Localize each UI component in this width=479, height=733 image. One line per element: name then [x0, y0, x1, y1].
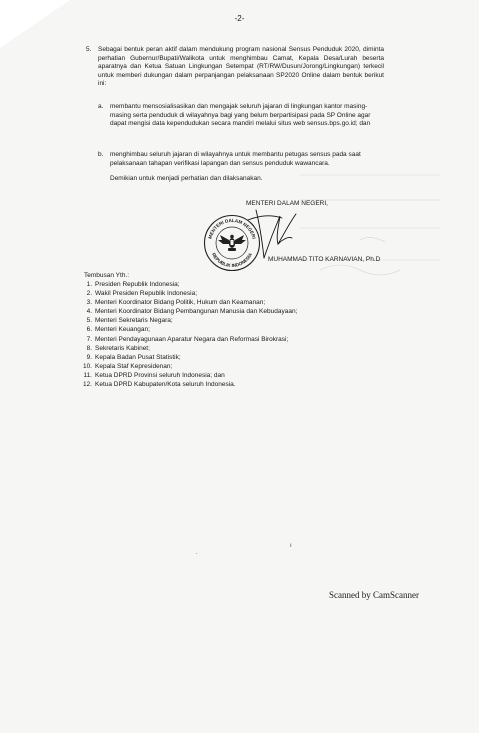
cc-list-item	[78, 280, 297, 289]
cc-list-item	[78, 298, 297, 307]
item-5a-text: membantu mensosialisasikan dan mengajak seluruh jajaran di lingkungan kantor masing-masing serta penduduk di wilayahnya bagi yang belum berpartisipasi pada SP Online agar dapat mengisi data kependudukan secara mandiri melalui situs web sensus.bps.go.id; dan	[110, 103, 371, 128]
signatory-title: MENTERI DALAM NEGERI,	[246, 200, 328, 207]
item-5b-label: b.	[98, 151, 104, 158]
cc-list-item	[78, 353, 297, 362]
item-5-text: Sebagai bentuk peran aktif dalam mendukung program nasional Sensus Penduduk 2020, diminta perhatian Gubernur/Bupati/Walikota untuk menghimbau Camat, Kepala Desa/Lurah beserta aparatnya dan Ketua Satuan Lingkungan Setempat (RT/RW/Dusun/Jorong/Lingkungan) terkecil untuk memberi dukungan dalam perpanjangan pelaksanaan SP2020 Online dalam bentuk berikut ini:	[98, 46, 384, 88]
cc-item-text: Wakil Presiden Republik Indonesia;	[95, 290, 198, 298]
cc-item-number: 12.	[82, 381, 92, 389]
cc-item-text: Kepala Staf Kepresidenan;	[95, 362, 173, 370]
scanner-watermark: Scanned by CamScanner	[329, 590, 419, 600]
cc-list-item	[78, 380, 297, 389]
cc-item-text: Ketua DPRD Kabupaten/Kota seluruh Indonesia.	[95, 381, 236, 389]
cc-list-item	[78, 344, 297, 353]
cc-item-number: 4.	[86, 308, 92, 316]
closing-sentence: Demikian untuk menjadi perhatian dan dilaksanakan.	[110, 175, 263, 182]
cc-list-item	[78, 307, 297, 316]
cc-item-text: Menteri Koordinator Bidang Pembangunan Manusia dan Kebudayaan;	[95, 308, 298, 316]
cc-item-text: Kepala Badan Pusat Statistik;	[95, 353, 181, 361]
cc-list-item	[78, 325, 297, 334]
cc-item-number: 8.	[86, 344, 92, 352]
item-5b-text: menghimbau seluruh jajaran di wilayahnya untuk membantu petugas sensus pada saat pelaksanaan tahapan verifikasi lapangan dan sensus penduduk wawancara.	[110, 151, 361, 167]
cc-item-text: Menteri Sekretaris Negara;	[95, 317, 173, 325]
cc-item-text: Menteri Keuangan;	[95, 326, 150, 334]
cc-item-number: 7.	[86, 335, 92, 343]
cc-item-number: 11.	[83, 371, 92, 379]
cc-item-number: 3.	[86, 299, 92, 307]
cc-item-text: Menteri Pendayagunaan Aparatur Negara dan Reformasi Birokrasi;	[95, 335, 289, 343]
folded-corner	[0, 0, 70, 48]
cc-list	[78, 280, 297, 389]
pen-mark: ı	[290, 543, 292, 549]
item-5-number: 5.	[86, 46, 92, 53]
seal-text-top: MENTERI DALAM NEGERI	[207, 217, 257, 240]
cc-list-item	[78, 289, 297, 298]
cc-heading: Tembusan Yth.:	[84, 272, 130, 279]
cc-item-number: 9.	[86, 353, 92, 361]
cc-item-number: 1.	[86, 281, 92, 288]
cc-item-number: 6.	[86, 326, 92, 334]
cc-item-text: Presiden Republik Indonesia;	[95, 281, 180, 288]
cc-item-number: 2.	[86, 290, 92, 298]
cc-item-number: 5.	[86, 317, 92, 325]
cc-list-item	[78, 335, 297, 344]
cc-list-item	[78, 362, 297, 371]
cc-list-item	[78, 316, 297, 325]
pen-mark: .	[196, 550, 198, 556]
seal-text-bottom: REPUBLIK INDONESIA	[210, 252, 254, 269]
cc-item-text: Ketua DPRD Provinsi seluruh Indonesia; dan	[95, 371, 225, 379]
cc-item-text: Menteri Koordinator Bidang Politik, Hukum dan Keamanan;	[95, 299, 266, 307]
page-number: -2-	[234, 14, 245, 23]
cc-list-item	[78, 371, 297, 380]
signatory-name: MUHAMMAD TITO KARNAVIAN, Ph.D	[268, 256, 381, 263]
item-5a-label: a.	[98, 103, 104, 110]
cc-item-number: 10.	[82, 362, 92, 370]
cc-item-text: Sekretaris Kabinet;	[95, 344, 150, 352]
